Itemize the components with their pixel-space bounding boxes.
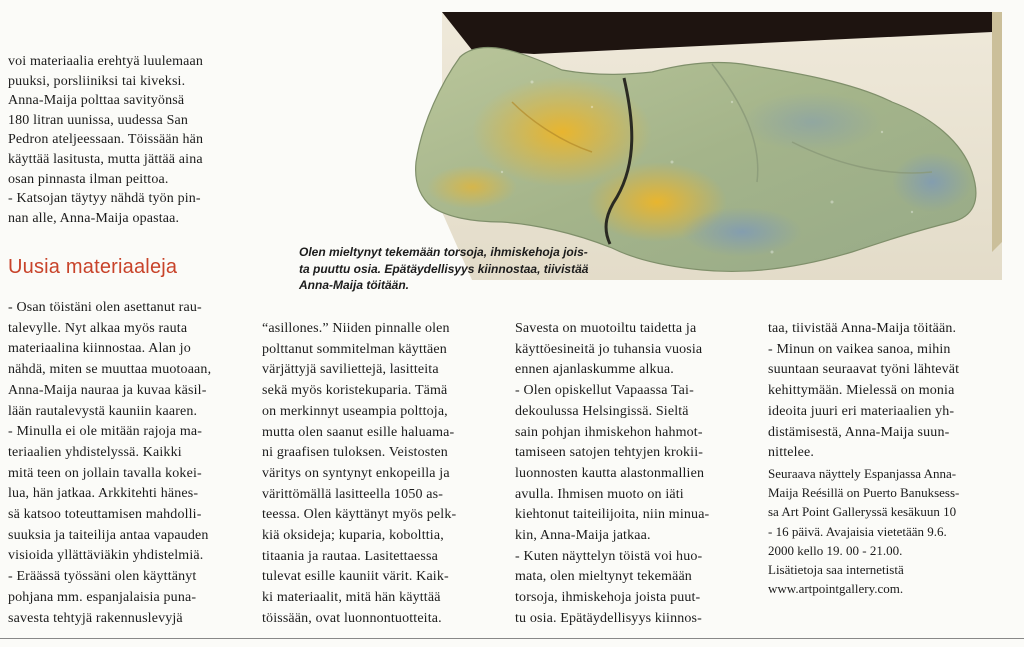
- column-line: suuntaan seuraavat työni lähtevät: [768, 362, 960, 378]
- section-heading: Uusia materiaaleja: [8, 256, 178, 278]
- intro-line: käyttää lasitusta, mutta jättää aina: [8, 151, 203, 167]
- column-line: Savesta on muotoiltu taidetta ja: [515, 321, 697, 336]
- column-line: ki materiaalit, mitä hän käyttää: [262, 590, 441, 606]
- column-line: tamiseen satojen tehtyjen krokii-: [515, 445, 704, 461]
- column-line: - Osan töistäni olen asettanut rau-: [8, 300, 202, 315]
- column-line: teessa. Olen käyttänyt myös pelk-: [262, 507, 457, 523]
- column-line: mutta olen saanut esille haluama-: [262, 424, 455, 440]
- caption-line: ta puuttu osia. Epätäydellisyys kiinnostaa, tiivistää: [299, 261, 589, 276]
- column-line: suuksia ja taiteilija antaa vapauden: [8, 527, 209, 543]
- column-4: [768, 319, 959, 464]
- column-line: lään rautalevystä kauniin kaaren.: [8, 403, 198, 419]
- intro-line: puuksi, porsliiniksi tai kiveksi.: [8, 73, 186, 89]
- intro-line: - Katsojan täytyy nähdä työn pin-: [8, 191, 201, 207]
- column-line: ennen ajanlaskumme alkua.: [515, 362, 674, 378]
- column-line: mata, olen mieltynyt tekemään: [515, 569, 692, 585]
- column-line: torsoja, ihmiskehoja joista puut-: [515, 590, 701, 606]
- column-line: distämisestä, Anna-Maija suun-: [768, 424, 950, 440]
- column-line: pohjana mm. espanjalaisia puna-: [8, 589, 197, 605]
- column-line: kin, Anna-Maija jatkaa.: [515, 528, 651, 544]
- column-line: mitä teen on jollain tavalla kokei-: [8, 465, 202, 481]
- website-link[interactable]: www.artpointgallery.com.: [768, 581, 904, 597]
- info-line: - 16 päivä. Avajaisia vietetään 9.6.: [768, 523, 947, 539]
- column-line: ni graafisen tuloksen. Veistosten: [262, 445, 448, 461]
- exhibition-info: [768, 464, 959, 598]
- torso-sculpture-photo: [412, 12, 1002, 280]
- caption-line: Olen mieltynyt tekemään torsoja, ihmiskehoja jois-: [299, 245, 588, 259]
- column-line: - Eräässä työssäni olen käyttänyt: [8, 569, 197, 585]
- column-1: [8, 298, 211, 629]
- column-line: savesta tehtyjä rakennuslevyjä: [8, 610, 183, 626]
- column-2: [262, 319, 456, 630]
- intro-line: 180 litran uunissa, uudessa San: [8, 112, 189, 128]
- info-line: Seuraava näyttely Espanjassa Anna-: [768, 466, 957, 481]
- column-line: kiehtonut taiteilijoita, niin minua-: [515, 507, 710, 523]
- column-3: [515, 319, 709, 630]
- column-line: - Minun on vaikea sanoa, mihin: [768, 341, 951, 357]
- column-line: on merkinnyt useampia polttoja,: [262, 403, 448, 419]
- column-line: luonnosten kautta alastonmallien: [515, 465, 705, 481]
- photo-caption: [299, 244, 588, 294]
- column-line: talevylle. Nyt alkaa myös rauta: [8, 320, 188, 336]
- intro-line: osan pinnasta ilman peittoa.: [8, 171, 169, 187]
- column-line: ideoita juuri eri materiaalien yh-: [768, 403, 955, 419]
- column-line: avulla. Ihmisen muoto on iäti: [515, 486, 684, 502]
- column-line: taa, tiivistää Anna-Maija töitään.: [768, 321, 957, 336]
- intro-line: voi materiaalia erehtyä luulemaan: [8, 54, 204, 69]
- intro-text: [8, 52, 203, 228]
- info-line: Lisätietoja saa internetistä: [768, 562, 904, 578]
- column-line: käyttöesineitä jo tuhansia vuosia: [515, 341, 703, 357]
- column-line: materiaalina kiinnostaa. Alan jo: [8, 341, 191, 357]
- column-line: Anna-Maija nauraa ja kuvaa käsil-: [8, 382, 207, 398]
- column-line: värjättyjä saviliettejä, lasitteita: [262, 362, 439, 378]
- column-line: polttanut sommitelman käyttäen: [262, 341, 447, 357]
- column-line: sain pohjan ihmiskehon hahmot-: [515, 424, 703, 440]
- column-line: - Olen opiskellut Vapaassa Tai-: [515, 383, 694, 399]
- column-line: lua, hän jatkaa. Arkkitehti hänes-: [8, 486, 199, 502]
- column-line: - Minulla ei ole mitään rajoja ma-: [8, 424, 203, 440]
- column-line: dekoulussa Helsingissä. Sieltä: [515, 403, 689, 419]
- info-line: sa Art Point Galleryssä kesäkuun 10: [768, 504, 957, 520]
- column-line: sä katsoo toteuttamisen mahdolli-: [8, 507, 202, 523]
- column-line: nittelee.: [768, 445, 815, 461]
- column-line: nähdä, miten se muuttaa muotoaan,: [8, 362, 212, 378]
- column-line: “asillones.” Niiden pinnalle olen: [262, 321, 450, 336]
- caption-line: Anna-Maija töitään.: [299, 278, 410, 292]
- intro-line: nan alle, Anna-Maija opastaa.: [8, 210, 180, 226]
- column-line: väritys on syntynyt enkopeilla ja: [262, 465, 450, 481]
- column-line: visioida yllättäviäkin yhdistelmiä.: [8, 548, 204, 564]
- bottom-rule: [0, 638, 1024, 639]
- column-line: teriaalien yhdistelyssä. Kaikki: [8, 444, 182, 460]
- intro-line: Anna-Maija polttaa savityönsä: [8, 93, 185, 109]
- column-line: titaania ja rautaa. Lasitettaessa: [262, 548, 438, 564]
- info-line: Maija Reésillä on Puerto Banuksess-: [768, 485, 960, 501]
- column-line: kehittymään. Mielessä on monia: [768, 383, 955, 399]
- column-line: kiä oksideja; kuparia, kobolttia,: [262, 528, 444, 544]
- info-line: 2000 kello 19. 00 - 21.00.: [768, 542, 903, 558]
- column-line: tu osia. Epätäydellisyys kiinnos-: [515, 610, 702, 626]
- intro-line: Pedron ateljeessaan. Töissään hän: [8, 132, 204, 148]
- column-line: tulevat esille kauniit värit. Kaik-: [262, 569, 449, 585]
- column-line: töissään, ovat luonnontuotteita.: [262, 610, 442, 626]
- column-line: sekä myös koristekuparia. Tämä: [262, 383, 448, 399]
- column-line: värittömällä lasitteella 1050 as-: [262, 486, 444, 502]
- column-line: - Kuten näyttelyn töistä voi huo-: [515, 548, 703, 564]
